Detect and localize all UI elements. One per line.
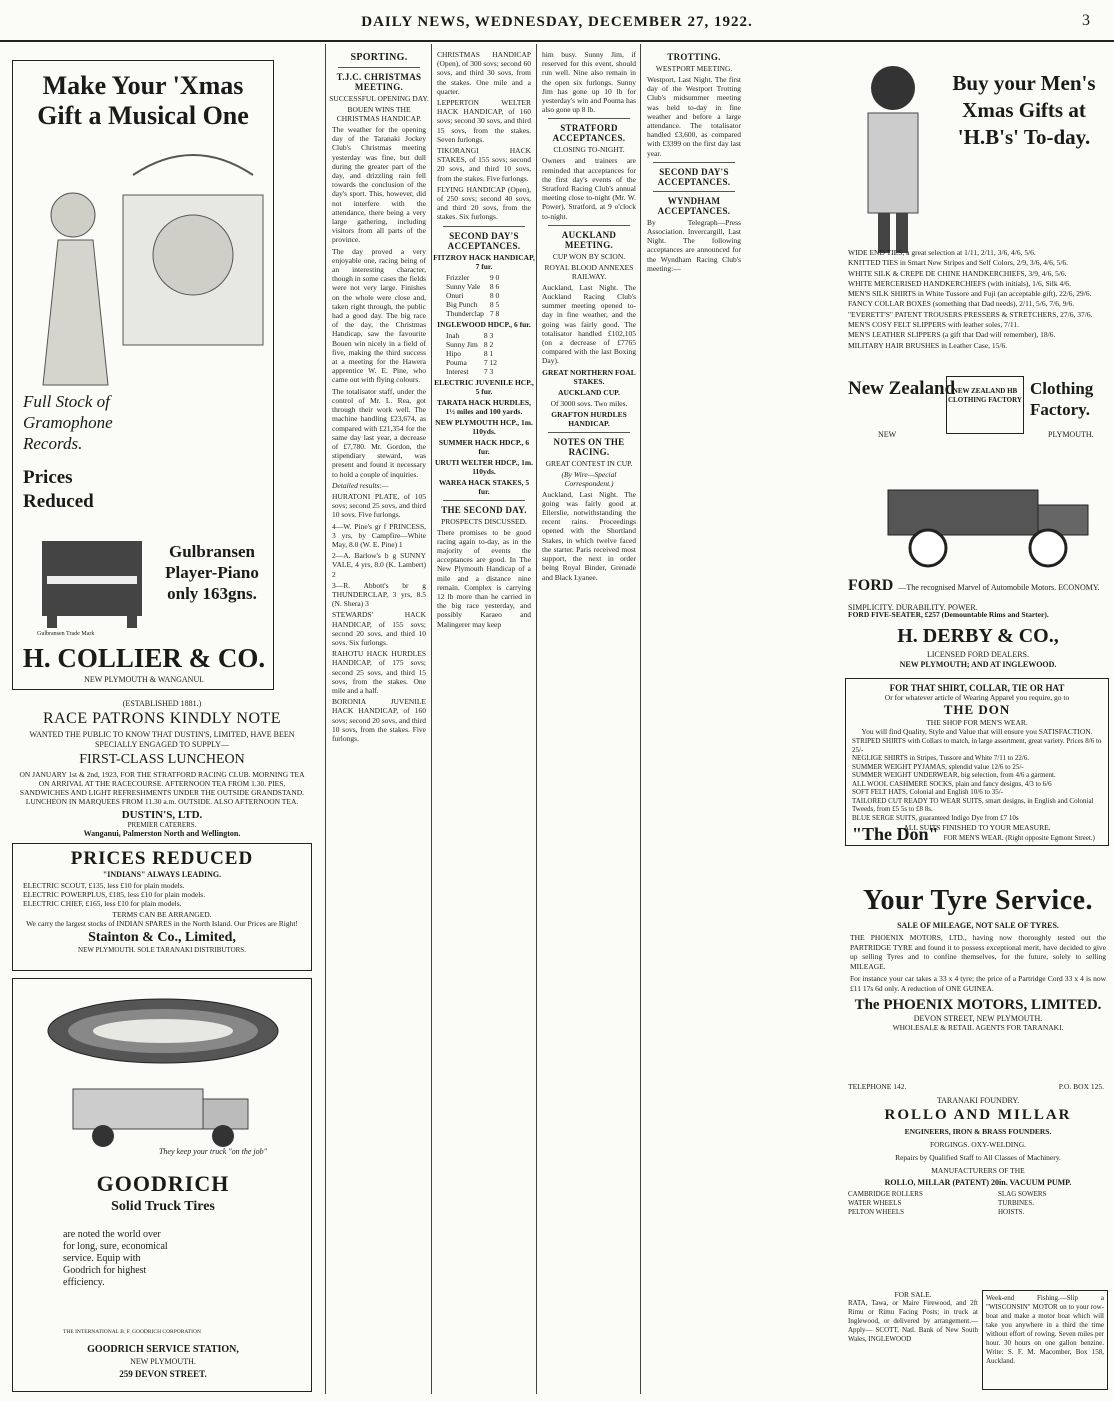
stainton-line: ELECTRIC SCOUT, £135, less £10 for plain models. bbox=[23, 881, 185, 890]
race-heading: URUTI WELTER HDCP., 1m. 110yds. bbox=[434, 457, 534, 476]
collier-ad bbox=[12, 60, 274, 690]
stainton-headline: PRICES REDUCED bbox=[70, 848, 254, 869]
tyre-ad bbox=[848, 885, 1108, 1075]
ford-brand: FORD bbox=[848, 577, 894, 594]
stainton-brand: "INDIANS" ALWAYS LEADING. bbox=[102, 870, 222, 879]
stainton-ad bbox=[12, 843, 312, 971]
fishing-body: Week-end Fishing.—Slip a "WISCONSIN" MOTOR on to your row-boat and make a motor boat which will take you anywhere in a third the time without effort of rowing. Seven miles per hour. 30 hours on one gallon benzine. Write: S. F. M. Macomber, Box 158, Auckland. bbox=[986, 1294, 1104, 1365]
divider bbox=[338, 67, 420, 68]
article-headline: AUCKLAND MEETING. bbox=[561, 229, 617, 250]
stainton-stock: We carry the largest stocks of INDIAN SPARES in the North Island. Our Prices are Right! bbox=[26, 919, 298, 928]
race-result: LEPPERTON WELTER HACK HANDICAP, of 160 sovs; second 30 sovs, and third 15 sovs, from the stakes. Seven furlongs. bbox=[437, 98, 531, 144]
race-heading: GRAFTON HURDLES HANDICAP. bbox=[551, 409, 627, 428]
don-subtitle: THE SHOP FOR MEN'S WEAR. bbox=[926, 718, 1028, 727]
collier-company: H. COLLIER & CO. bbox=[22, 643, 266, 673]
collier-prices: Prices Reduced bbox=[23, 467, 94, 512]
rollo-company: ROLLO AND MILLAR bbox=[884, 1107, 1072, 1123]
goodrich-footer-1: GOODRICH SERVICE STATION, bbox=[87, 1344, 239, 1355]
article-headline: T.J.C. CHRISTMAS MEETING. bbox=[336, 72, 422, 92]
tyre-company: The PHOENIX MOTORS, LIMITED. bbox=[854, 997, 1102, 1013]
for-sale-heading: FOR SALE. bbox=[894, 1290, 932, 1299]
stainton-company: Stainton & Co., Limited, bbox=[88, 930, 236, 945]
tire-illustration bbox=[43, 991, 283, 1071]
don-item: SOFT FELT HATS, Colonial and English 10/6 to 35/- bbox=[852, 788, 1003, 796]
result-item: 2—A. Barlow's b g SUNNY VALE, 4 yrs, 8.0 (K. Lambert) 2 bbox=[332, 551, 426, 579]
table-row: Thunderclap 7 8 bbox=[446, 308, 500, 318]
don-item: NEGLIGE SHIRTS in Stripes, Tussore and White 7/11 to 22/6. bbox=[852, 754, 1030, 762]
table-row: Frizzler 9 0 bbox=[446, 272, 500, 282]
hb-item: FANCY COLLAR BOXES (something that Dad needs), 2/11, 5/6, 7/6, 9/6. bbox=[848, 299, 1075, 309]
hb-item: MEN'S LEATHER SLIPPERS (a gift that Dad will remember), 18/6. bbox=[848, 330, 1056, 340]
don-intro-2: Or for whatever article of Wearing Apparel you require, go to bbox=[884, 693, 1070, 702]
article-subhead: BOUEN WINS THE CHRISTMAS HANDICAP. bbox=[336, 105, 422, 123]
stainton-terms: TERMS CAN BE ARRANGED. bbox=[112, 910, 212, 919]
rollo-foundry: TARANAKI FOUNDRY. bbox=[936, 1096, 1020, 1105]
hb-item: WHITE MERCERISED HANDKERCHIEFS (with initials), 1/6, Silk 4/6. bbox=[848, 278, 1071, 288]
article-paragraph: The totalisator staff, under the control of Mr. L. Rea, got through their work well. The machine handling £23,674, as compared with £21,354 for the same day last year, a decrease of £7,780. Mr. Gordon, the stipendiary steward, was present and found it necessary to hold a couple of inquiries. bbox=[332, 386, 426, 479]
goodrich-tagline: They keep your truck "on the job" bbox=[158, 1147, 268, 1156]
divider bbox=[548, 432, 630, 433]
race-result: FLYING HANDICAP (Open), of 250 sovs; second 40 sovs, and third 20 sovs, from the stakes. Six furlongs. bbox=[437, 184, 531, 222]
table-row: Hipo 8 1 bbox=[446, 348, 494, 358]
auckland-column bbox=[538, 48, 640, 1394]
don-intro: FOR THAT SHIRT, COLLAR, TIE OR HAT bbox=[889, 683, 1065, 693]
race-result: CHRISTMAS HANDICAP (Open), of 300 sovs; second 60 sovs, and third 30 sovs, from the stakes. One mile and a quarter. bbox=[437, 50, 531, 96]
article-subhead: CUP WON BY SCION. bbox=[552, 251, 626, 261]
rollo-ad bbox=[848, 1082, 1108, 1282]
piano-illustration bbox=[37, 531, 147, 631]
article-paragraph: him busy. Sunny Jim, if reserved for this event, should run well. Nine also remain in the open six furlongs. Sunny Jim has gone up 10 lb for yesterday's win and Pouma has also gone up 8 lb. bbox=[542, 50, 636, 115]
race-subheading: Of 3000 sovs. Two miles. bbox=[550, 398, 628, 408]
don-logo: "The Don" bbox=[852, 824, 939, 844]
dustin-title: RACE PATRONS KINDLY NOTE bbox=[42, 710, 282, 727]
divider bbox=[653, 162, 735, 163]
ford-tagline-row bbox=[848, 575, 1108, 614]
rollo-products bbox=[848, 1190, 1108, 1222]
hb-items bbox=[848, 248, 1108, 351]
article-paragraph: By Telegraph—Press Association. Invercargill, Last Night. The following acceptances are announced for the Wyndham Racing Club's meeting:— bbox=[647, 217, 741, 273]
result-item: RAHOTU HACK HURDLES HANDICAP, of 175 sovs; second 25 sovs, and third 15 sovs, from the stakes. One mile and a half. bbox=[332, 649, 426, 695]
article-headline: WYNDHAM ACCEPTANCES. bbox=[657, 195, 731, 216]
article-subhead: GREAT CONTEST IN CUP. bbox=[545, 458, 633, 468]
column-rule bbox=[431, 44, 432, 1394]
collier-headline: Make Your 'Xmas Gift a Musical One bbox=[37, 71, 249, 130]
rollo-pobox: P.O. BOX 125. bbox=[1058, 1082, 1104, 1091]
ford-company: H. DERBY & CO., bbox=[897, 625, 1059, 647]
section-heading: SPORTING. bbox=[350, 52, 408, 63]
divider bbox=[443, 226, 525, 227]
race-heading: TARATA HACK HURDLES, 1½ miles and 100 yards. bbox=[437, 397, 531, 416]
article-paragraph: There promises to be good racing again to-day, as in the majority of events the acceptances are good. In The New Plymouth Handicap of a mile and a distance nine remain. Complex is carrying 12 lb more than he carried in the big race yesterday, and possibly Karaeo and Malingerer may keep bbox=[437, 527, 531, 629]
rollo-manufacturers: MANUFACTURERS OF THE bbox=[931, 1166, 1025, 1175]
don-item: SUMMER WEIGHT PYJAMAS, splendid value 12/6 to 25/- bbox=[852, 762, 1024, 771]
race-heading: NEW PLYMOUTH HCP., 1m. 110yds. bbox=[435, 417, 533, 436]
race-heading: INGLEWOOD HDCP., 6 fur. bbox=[437, 319, 531, 329]
hb-company-left: New Zealand bbox=[848, 378, 956, 399]
article-subhead: WESTPORT MEETING. bbox=[655, 64, 733, 73]
article-paragraph: The day proved a very enjoyable one, racing being of an interesting character, though in some cases the fields were not very large. Finishes on the whole were close and, taken right through, the public had a good day. The big race of the day, the Christmas Handicap, saw the favourite Bouen win nicely in a field of five, making the third success at a meeting for the Hawera apprentice W. E. Pine, who came out with flying colours. bbox=[332, 246, 426, 385]
tyre-address: DEVON STREET, NEW PLYMOUTH. bbox=[913, 1014, 1043, 1023]
ford-price: FORD FIVE-SEATER, £257 (Demountable Rims and Starter). bbox=[848, 610, 1049, 619]
ford-tagline: —The recognised Marvel of Automobile Motors. ECONOMY. SIMPLICITY. DURABILITY. POWER. bbox=[848, 583, 1100, 612]
divider bbox=[653, 191, 735, 192]
rollo-right-items: SLAG SOWERS TURBINES. HOISTS. bbox=[998, 1190, 1047, 1216]
divider bbox=[548, 118, 630, 119]
hb-item: MILITARY HAIR BRUSHES in Leather Case, 15/6. bbox=[848, 340, 1008, 350]
goodrich-maker: THE INTERNATIONAL B. F. GOODRICH CORPORATION bbox=[63, 1329, 201, 1335]
article-headline: NOTES ON THE RACING. bbox=[553, 436, 625, 457]
rollo-pump: ROLLO, MILLAR (PATENT) 20in. VACUUM PUMP. bbox=[884, 1178, 1072, 1187]
column-rule bbox=[640, 44, 641, 1394]
hb-location-left: NEW bbox=[878, 430, 897, 439]
ford-role: LICENSED FORD DEALERS. bbox=[926, 650, 1029, 659]
goodrich-footer-2: NEW PLYMOUTH. bbox=[130, 1357, 196, 1366]
ford-location: NEW PLYMOUTH; AND AT INGLEWOOD. bbox=[899, 660, 1057, 669]
column-rule bbox=[325, 44, 326, 1394]
result-item: STEWARDS' HACK HANDICAP, of 155 sovs; second 20 sovs, and third 10 sovs. Six furlongs. bbox=[332, 610, 426, 647]
tyre-sub: SALE OF MILEAGE, NOT SALE OF TYRES. bbox=[897, 921, 1059, 930]
hb-item: WIDE END TIES, a great selection at 1/11, 2/11, 3/6, 4/6, 5/6. bbox=[848, 248, 1036, 257]
dustin-locations: Wanganui, Palmerston North and Wellington. bbox=[83, 829, 241, 838]
ford-ad bbox=[848, 470, 1108, 670]
rollo-contact-row bbox=[848, 1082, 1108, 1094]
race-result: TIKORANGI HACK STAKES, of 155 sovs; second 20 sovs, and third 10 sovs, from the stakes. Five furlongs. bbox=[437, 146, 531, 183]
hb-headline: Buy your Men's Xmas Gifts at 'H.B's' To-day. bbox=[952, 71, 1096, 149]
don-logo-row bbox=[852, 824, 1102, 845]
don-logo-side: FOR MEN'S WEAR. (Right opposite Egmont Street.) bbox=[943, 834, 1095, 842]
don-body: You will find Quality, Style and Value that will ensure you SATISFACTION. bbox=[861, 727, 1093, 736]
result-item: BORONIA JUVENILE HACK HANDICAP, of 160 sovs; second 20 sovs, and third 10 sovs, from the stakes. Five furlongs. bbox=[332, 697, 426, 743]
table-row: Big Punch 8 5 bbox=[446, 299, 500, 309]
goodrich-product: Solid Truck Tires bbox=[111, 1199, 215, 1214]
race-heading: AUCKLAND CUP. bbox=[558, 387, 620, 397]
dustin-role: PREMIER CATERERS. bbox=[127, 821, 197, 829]
dustin-details: ON JANUARY 1st & 2nd, 1923, FOR THE STRATFORD RACING CLUB. MORNING TEA ON ARRIVAL AT THE RACECOURSE. AFTERNOON TEA FROM 1.30. PIES, SANDWICHES AND LIGHT REFRESHMENTS UNDER THE OUTSIDE GRANDSTAND. LUNCHEON IN MARQUEES FROM 11.30 a.m. OUTSIDE. ALSO AFTERNOON TEA. bbox=[19, 770, 305, 806]
hb-item: MEN'S SILK SHIRTS in White Tussore and Fuji (an acceptable gift), 22/6, 29/6. bbox=[848, 289, 1092, 299]
hb-item: "EVERETT'S" PATENT TROUSERS PRESSERS & STRETCHERS, 27/6, 37/6. bbox=[848, 309, 1093, 319]
don-footer: ALL SUITS FINISHED TO YOUR MEASURE. bbox=[903, 823, 1051, 832]
goodrich-body: are noted the world over for long, sure, economical service. Equip with Goodrich for highest efficiency. bbox=[63, 1229, 168, 1288]
table-row: Sunny Jim 8 2 bbox=[446, 339, 494, 349]
collier-stock: Full Stock of Gramophone Records. bbox=[23, 392, 113, 453]
classified-fishing bbox=[982, 1290, 1108, 1390]
newspaper-title: DAILY NEWS, WEDNESDAY, DECEMBER 27, 1922. bbox=[361, 14, 753, 30]
collier-trademark: Gulbransen Trade Mark bbox=[37, 631, 95, 637]
result-item: 4—W. Pine's gr f PRINCESS, 3 yrs, by Campfire—White May, 8.0 (W. E. Pine) 1 bbox=[332, 521, 426, 549]
race-heading: GREAT NORTHERN FOAL STAKES. bbox=[542, 367, 636, 386]
hb-company-right: Clothing Factory. bbox=[1030, 379, 1094, 419]
stainton-footer: NEW PLYMOUTH. SOLE TARANAKI DISTRIBUTORS. bbox=[78, 946, 246, 954]
table-row: Onuri 8 0 bbox=[446, 290, 500, 300]
trotting-column bbox=[643, 48, 745, 1394]
divider bbox=[443, 500, 525, 501]
dustin-intro: WANTED THE PUBLIC TO KNOW THAT DUSTIN'S, LIMITED, HAVE BEEN SPECIALLY ENGAGED TO SUPPLY— bbox=[29, 730, 295, 749]
dustin-established: (ESTABLISHED 1881.) bbox=[122, 699, 202, 708]
hb-item: KNITTED TIES in Smart New Stripes and Self Colors, 2/9, 3/6, 4/6, 5/6. bbox=[848, 258, 1069, 268]
divider bbox=[548, 225, 630, 226]
acceptances-heading: SECOND DAY'S ACCEPTANCES. bbox=[447, 230, 521, 251]
for-sale-body: RATA, Tawa, or Maire Firewood, and 2ft Rimu or Rimu Facing Posts; in truck at Inglewood, or delivered by arrangement.—Apply— SCOTT, Natl. Bank of New South Wales, INGLEWOOD bbox=[848, 1299, 978, 1343]
results-column bbox=[433, 48, 535, 1394]
car-illustration bbox=[858, 470, 1098, 570]
gramophone-illustration bbox=[13, 135, 274, 390]
hb-ad bbox=[848, 48, 1108, 468]
rollo-telephone: TELEPHONE 142. bbox=[848, 1082, 907, 1091]
goodrich-ad bbox=[12, 978, 312, 1392]
tyre-headline: Your Tyre Service. bbox=[862, 885, 1094, 916]
page-number: 3 bbox=[1082, 12, 1090, 29]
rollo-repairs: Repairs by Qualified Staff to All Classes of Machinery. bbox=[895, 1153, 1061, 1162]
result-item: HURATONI PLATE, of 105 sovs; second 25 sovs, and third 10 sovs. Five furlongs. bbox=[332, 491, 426, 520]
column-rule bbox=[536, 44, 537, 1394]
race-heading: SUMMER HACK HDCP., 6 fur. bbox=[438, 437, 530, 456]
article-headline: STRATFORD ACCEPTANCES. bbox=[552, 123, 626, 144]
race-heading: ELECTRIC JUVENILE HCP., 5 fur. bbox=[434, 377, 534, 396]
hb-item: MEN'S COSY FELT SLIPPERS with leather soles, 7/11. bbox=[848, 320, 1020, 330]
don-title: THE DON bbox=[943, 702, 1011, 717]
classified-for-sale bbox=[848, 1290, 978, 1390]
dustin-luncheon: FIRST-CLASS LUNCHEON bbox=[79, 752, 245, 767]
don-items bbox=[852, 737, 1102, 822]
table-row: Interest 7 3 bbox=[446, 366, 494, 376]
hb-badge: NEW ZEALAND HB CLOTHING FACTORY bbox=[946, 376, 1024, 434]
tyre-role: WHOLESALE & RETAIL AGENTS FOR TARANAKI. bbox=[892, 1023, 1064, 1032]
article-paragraph: Owners and trainers are reminded that acceptances for the first day's events of the Stratford Racing Club's annual meeting close to-night (Mr. W. Power), Stratford, at 9 o'clock to-night. bbox=[542, 156, 636, 221]
article-headline: TROTTING. bbox=[667, 52, 721, 62]
article-subhead: CLOSING TO-NIGHT. bbox=[553, 145, 625, 155]
don-ad bbox=[845, 678, 1109, 846]
hb-item: WHITE SILK & CREPE DE CHINE HANDKERCHIEFS, 3/9, 4/6, 5/6. bbox=[848, 268, 1067, 278]
don-item: ALL WOOL CASHMERE SOCKS, plain and fancy designs, 4/3 to 6/6 bbox=[852, 779, 1052, 788]
race-heading: WAREA HACK STAKES, 5 fur. bbox=[438, 477, 530, 496]
stainton-line: ELECTRIC CHIEF, £165, less £10 for plain models. bbox=[23, 899, 182, 908]
article-paragraph: Auckland, Last Night. The Auckland Racing Club's summer meeting opened to-day in fine weather, and the going was fairly good. The totalisator handled £102,105 (on a decrease of £7765 compared with the last Boxing Day). bbox=[542, 282, 636, 366]
man-illustration bbox=[848, 58, 938, 258]
tyre-body: THE PHOENIX MOTORS, LTD., having now thoroughly tested out the PARTRIDGE TYRE and found it to possess exceptional merit, have decided to give up selling Tyres and to confine themselves, for the future, solely to selling MILEAGE. bbox=[850, 933, 1106, 971]
goodrich-brand: GOODRICH bbox=[96, 1171, 230, 1196]
dustin-company: DUSTIN'S, LTD. bbox=[121, 809, 203, 821]
article-subhead: PROSPECTS DISCUSSED. bbox=[441, 516, 527, 526]
don-item: STRIPED SHIRTS with Collars to match, in large assortment, great variety. Prices 8/6 to 25/- bbox=[852, 737, 1102, 754]
article-paragraph: Westport, Last Night. The first day of the Westport Trotting Club's midsummer meeting was held to-day in fine weather and before a large attendance. The totalisator handled £3,600, as compared with £3399 on the first day last year. bbox=[647, 75, 741, 158]
table-row: Sunny Vale 8 6 bbox=[446, 281, 500, 291]
result-item: 3—R. Abbott's br g THUNDERCLAP, 3 yrs, 8.5 (N. Shera) 3 bbox=[332, 580, 426, 609]
rollo-role: ENGINEERS, IRON & BRASS FOUNDERS. bbox=[904, 1127, 1052, 1136]
article-headline: SECOND DAY'S ACCEPTANCES. bbox=[657, 166, 731, 187]
inglewood-table bbox=[443, 331, 500, 376]
don-item: BLUE SERGE SUITS, guaranteed Indigo Dye from £7 10s bbox=[852, 813, 1019, 822]
don-item: SUMMER WEIGHT UNDERWEAR, big selection, from 4/6 a garment. bbox=[852, 771, 1056, 779]
dustin-ad bbox=[12, 695, 312, 840]
truck-illustration bbox=[53, 1074, 263, 1149]
collier-location: NEW PLYMOUTH & WANGANUI. bbox=[84, 675, 204, 684]
masthead bbox=[0, 0, 1114, 42]
article-subhead: SUCCESSFUL OPENING DAY. bbox=[329, 94, 429, 103]
article-paragraph: Auckland, Last Night. The going was fairly good at Ellerslie, notwithstanding the recent rains. Proceedings opened with the Shortland Stakes, in which twelve faced the starter. Paris received most support, the next in order being Royal Binder, Grenade and Black Lyanee. bbox=[542, 489, 636, 582]
race-heading: FITZROY HACK HANDICAP, 7 fur. bbox=[433, 252, 535, 271]
tyre-body-2: For instance your car takes a 33 x 4 tyre; the price of a Partridge Cord 33 x 4 is now £11 17s 6d only. A reduction of ONE GUINEA. bbox=[850, 974, 1106, 993]
don-item: TAILORED CUT READY TO WEAR SUITS, smart designs, in English and Colonial Tweeds, from £5 5s to £8 8s. bbox=[852, 796, 1094, 813]
sporting-column bbox=[328, 48, 430, 1394]
hb-location-right: PLYMOUTH. bbox=[1048, 430, 1094, 439]
fitzroy-table bbox=[443, 273, 502, 318]
collier-product: Gulbransen Player-Piano only 163gns. bbox=[165, 542, 259, 603]
goodrich-footer-3: 259 DEVON STREET. bbox=[119, 1369, 207, 1379]
article-subhead: ROYAL BLOOD ANNEXES RAILWAY. bbox=[544, 262, 634, 281]
article-byline: (By Wire—Special Correspondent.) bbox=[561, 469, 617, 488]
stainton-lines bbox=[23, 881, 301, 908]
article-paragraph: The weather for the opening day of the Taranaki Jockey Club's Christmas meeting yesterday was fine, but dull during the greater part of the day, and drizzling rain fell towards the conclusion of the day's sport. This, however, did not interfere with the attendance, there being a very large gathering, including visitors from all parts of the province. bbox=[332, 125, 426, 245]
rollo-left-items: CAMBRIDGE ROLLERS WATER WHEELS PELTON WHEELS bbox=[848, 1190, 923, 1216]
results-heading: Detailed results:— bbox=[332, 480, 389, 490]
rollo-forgings: FORGINGS. OXY-WELDING. bbox=[929, 1140, 1027, 1149]
table-row: Inah 8 3 bbox=[446, 330, 494, 340]
article-headline: THE SECOND DAY. bbox=[441, 504, 527, 515]
table-row: Pouma 7 12 bbox=[446, 357, 498, 367]
stainton-line: ELECTRIC POWERPLUS, £185, less £10 for plain models. bbox=[23, 890, 206, 899]
